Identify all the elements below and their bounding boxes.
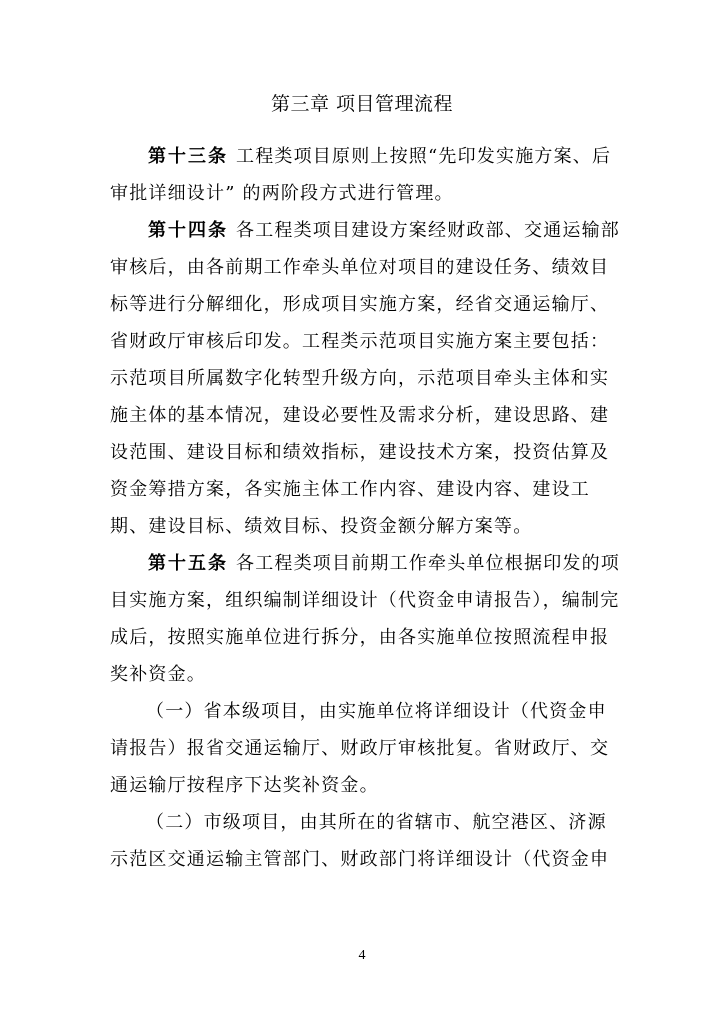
chapter-title: 第三章 项目管理流程 [270, 93, 454, 115]
article-label: 第十四条 [148, 220, 228, 241]
article-14 [110, 212, 620, 545]
article-15 [110, 545, 620, 693]
article-13 [110, 138, 620, 212]
article-text: 各工程类项目前期工作牵头单位根据印发的项目实施方案，组织编制详细设计（代资金申请报告），编制完成后，按照实施单位进行拆分，由各实施单位按照流程申报奖补资金。 [110, 553, 620, 685]
article-text: 工程类项目原则上按照“先印发实施方案、后审批详细设计” 的两阶段方式进行管理。 [110, 146, 612, 204]
page-number: 4 [358, 948, 366, 963]
article-label: 第十五条 [148, 553, 228, 574]
article-label: 第十三条 [148, 146, 228, 167]
sub-item-2: （二）市级项目，由其所在的省辖市、航空港区、济源示范区交通运输主管部门、财政部门将详细设计（代资金申 [110, 812, 610, 870]
sub-item-1: （一）省本级项目，由实施单位将详细设计（代资金申请报告）报省交通运输厅、财政厅审核批复。省财政厅、交通运输厅按程序下达奖补资金。 [110, 701, 610, 796]
body-text [110, 138, 620, 878]
article-text: 各工程类项目建设方案经财政部、交通运输部审核后，由各前期工作牵头单位对项目的建设任务、绩效目标等进行分解细化，形成项目实施方案，经省交通运输厅、省财政厅审核后印发。工程类示范项目实施方案主要包括：示范项目所属数字化转型升级方向，示范项目牵头主体和实施主体的基本情况，建设必要性及需求分析，建设思路、建设范围、建设目标和绩效指标，建设技术方案，投资估算及资金筹措方案，各实施主体工作内容、建设内容、建设工期、建设目标、绩效目标、投资金额分解方案等。 [110, 220, 620, 537]
